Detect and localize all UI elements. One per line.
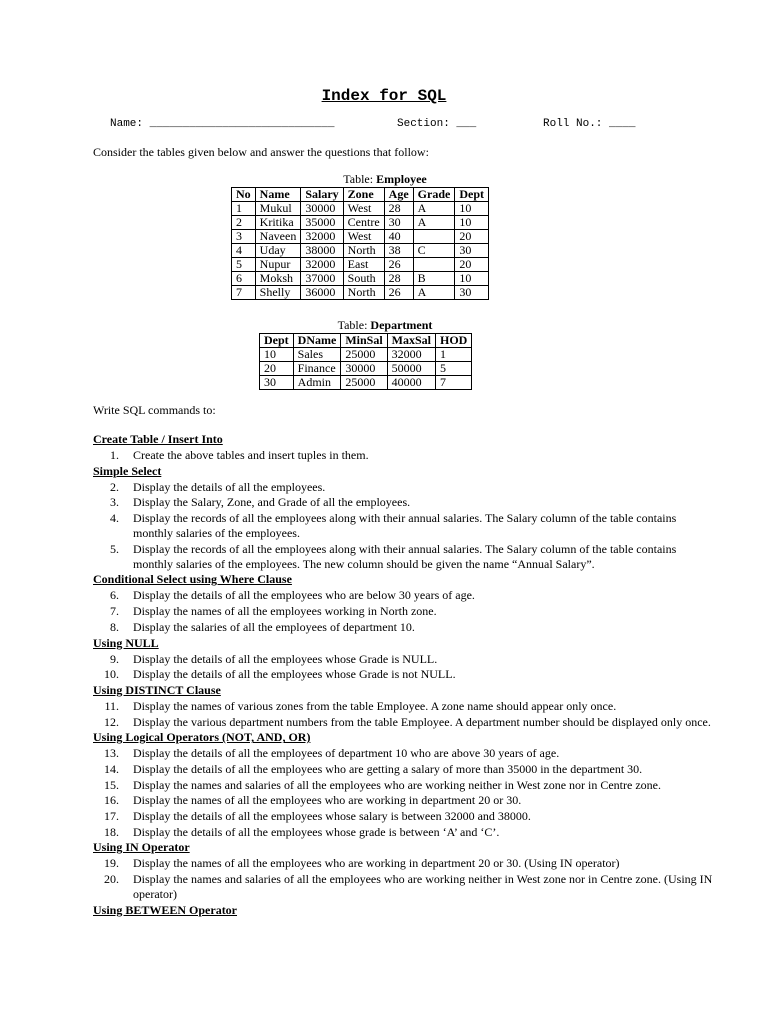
- table-cell: Finance: [293, 362, 341, 376]
- table-cell: A: [413, 202, 455, 216]
- question-number: 20.: [104, 872, 119, 887]
- section-heading: Using Logical Operators (NOT, AND, OR): [93, 730, 311, 745]
- question-text: Display the details of all the employees whose Grade is NULL.: [133, 651, 438, 666]
- table-cell: [413, 258, 455, 272]
- question-text: Display the salaries of all the employees of department 10.: [133, 619, 415, 634]
- table-cell: 10: [455, 272, 489, 286]
- question-item: [93, 448, 713, 463]
- table-row: [232, 286, 489, 300]
- question-item: [93, 715, 713, 730]
- column-header: Age: [384, 188, 413, 202]
- table-cell: 7: [232, 286, 256, 300]
- table-row: [260, 362, 472, 376]
- table-cell: [413, 230, 455, 244]
- table-cell: Shelly: [255, 286, 301, 300]
- question-number: 6.: [110, 588, 119, 603]
- question-list: [93, 432, 713, 919]
- question-number: 17.: [104, 809, 119, 823]
- table-cell: Naveen: [255, 230, 301, 244]
- question-item: [93, 495, 713, 510]
- table-cell: North: [343, 286, 384, 300]
- question-number: 12.: [104, 714, 119, 729]
- column-header: Dept: [260, 334, 294, 348]
- column-header: Zone: [343, 188, 384, 202]
- question-text: Display the various department numbers from the table Employee. A department number should be displayed only once.: [133, 714, 711, 729]
- question-text: Display the records of all the employees along with their annual salaries. The Salary column of the table contains monthly salaries of the employees.: [133, 511, 677, 541]
- section-heading: Using DISTINCT Clause: [93, 682, 221, 697]
- table-cell: 26: [384, 286, 413, 300]
- question-item: [93, 856, 713, 871]
- question-text: Display the names of all the employees who are working in department 20 or 30. (Using IN operator): [133, 856, 620, 871]
- table-cell: 36000: [301, 286, 343, 300]
- question-item: [93, 793, 713, 808]
- question-number: 9.: [110, 651, 119, 666]
- instructions-label: Write SQL commands to:: [93, 403, 216, 417]
- table-cell: 28: [384, 202, 413, 216]
- question-item: [93, 872, 713, 902]
- column-header: Name: [255, 188, 301, 202]
- question-item: [93, 652, 713, 667]
- question-item: [93, 825, 713, 840]
- question-text: Display the details of all the employees who are getting a salary of more than 35000 in the department 30.: [133, 761, 643, 776]
- column-header: MinSal: [341, 334, 387, 348]
- question-number: 19.: [104, 856, 119, 871]
- question-item: [93, 699, 713, 714]
- question-number: 4.: [110, 511, 119, 526]
- section-heading: Using NULL: [93, 635, 159, 650]
- table-cell: 2: [232, 216, 256, 230]
- table-cell: B: [413, 272, 455, 286]
- table-cell: C: [413, 244, 455, 258]
- table-cell: 50000: [387, 362, 435, 376]
- question-text: Display the details of all the employees whose grade is between ‘A’ and ‘C’.: [133, 824, 500, 839]
- department-table: [259, 333, 472, 390]
- question-text: Display the details of all the employees whose salary is between 32000 and 38000.: [133, 809, 531, 823]
- question-text: Display the details of all the employees who are below 30 years of age.: [133, 588, 475, 603]
- table-cell: 40000: [387, 376, 435, 390]
- table-cell: 5: [436, 362, 472, 376]
- table-cell: 30000: [301, 202, 343, 216]
- table-cell: 10: [455, 202, 489, 216]
- employee-table-caption: [230, 172, 540, 187]
- question-text: Display the details of all the employees.: [133, 479, 326, 494]
- question-text: Display the details of all the employees whose Grade is not NULL.: [133, 667, 456, 682]
- question-text: Display the names and salaries of all the employees who are working neither in West zone nor in Centre zone. (Using IN operator): [133, 872, 713, 902]
- question-number: 18.: [104, 824, 119, 839]
- question-text: Create the above tables and insert tuples in them.: [133, 448, 369, 462]
- caption-table-name: Department: [370, 318, 433, 332]
- table-cell: A: [413, 216, 455, 230]
- question-number: 11.: [104, 698, 119, 713]
- table-cell: A: [413, 286, 455, 300]
- column-header: MaxSal: [387, 334, 435, 348]
- column-header: Salary: [301, 188, 343, 202]
- table-cell: 25000: [341, 348, 387, 362]
- column-header: DName: [293, 334, 341, 348]
- table-row: [260, 376, 472, 390]
- table-cell: 3: [232, 230, 256, 244]
- question-text: Display the records of all the employees along with their annual salaries. The Salary column of the table contains monthly salaries of the employees. The new column should be given the name “Annual Salary”.: [133, 541, 677, 571]
- column-header: Grade: [413, 188, 455, 202]
- caption-prefix: Table:: [337, 318, 371, 332]
- table-cell: 35000: [301, 216, 343, 230]
- question-number: 10.: [104, 667, 119, 682]
- table-cell: West: [343, 202, 384, 216]
- table-cell: 20: [455, 230, 489, 244]
- section-heading: Using BETWEEN Operator: [93, 902, 238, 917]
- table-cell: Mukul: [255, 202, 301, 216]
- table-cell: Centre: [343, 216, 384, 230]
- table-row: [232, 202, 489, 216]
- roll-number-field-label: Roll No.: ____: [543, 118, 636, 130]
- table-row: [232, 244, 489, 258]
- table-cell: 28: [384, 272, 413, 286]
- question-item: [93, 762, 713, 777]
- question-number: 3.: [110, 495, 119, 510]
- table-cell: 5: [232, 258, 256, 272]
- table-cell: 7: [436, 376, 472, 390]
- intro-text: Consider the tables given below and answer the questions that follow:: [93, 145, 429, 159]
- question-item: [93, 511, 713, 541]
- question-number: 14.: [104, 761, 119, 776]
- table-cell: 30: [260, 376, 294, 390]
- question-item: [93, 542, 713, 572]
- question-text: Display the names of various zones from the table Employee. A zone name should appear only once.: [133, 698, 617, 713]
- question-text: Display the names of all the employees who are working in department 20 or 30.: [133, 793, 522, 808]
- table-header-row: [232, 188, 489, 202]
- table-row: [260, 348, 472, 362]
- table-cell: 10: [455, 216, 489, 230]
- table-cell: Moksh: [255, 272, 301, 286]
- table-row: [232, 216, 489, 230]
- table-cell: 20: [260, 362, 294, 376]
- table-cell: 26: [384, 258, 413, 272]
- table-cell: 38000: [301, 244, 343, 258]
- question-number: 15.: [104, 777, 119, 792]
- table-cell: Admin: [293, 376, 341, 390]
- table-row: [232, 272, 489, 286]
- question-item: [93, 746, 713, 761]
- question-text: Display the details of all the employees of department 10 who are above 30 years of age.: [133, 746, 560, 761]
- table-cell: 38: [384, 244, 413, 258]
- table-cell: 1: [436, 348, 472, 362]
- question-item: [93, 620, 713, 635]
- table-cell: 32000: [301, 230, 343, 244]
- caption-prefix: Table:: [343, 172, 377, 186]
- table-cell: Kritika: [255, 216, 301, 230]
- table-cell: North: [343, 244, 384, 258]
- table-cell: 37000: [301, 272, 343, 286]
- table-cell: West: [343, 230, 384, 244]
- table-cell: 32000: [301, 258, 343, 272]
- table-header-row: [260, 334, 472, 348]
- column-header: No: [232, 188, 256, 202]
- department-table-caption: [230, 318, 540, 333]
- table-cell: 6: [232, 272, 256, 286]
- table-cell: 25000: [341, 376, 387, 390]
- table-cell: 40: [384, 230, 413, 244]
- table-row: [232, 230, 489, 244]
- table-cell: East: [343, 258, 384, 272]
- page-title: Index for SQL: [321, 87, 447, 105]
- question-number: 1.: [110, 448, 119, 462]
- table-cell: Nupur: [255, 258, 301, 272]
- name-field-label: Name: ____________________________: [110, 118, 335, 130]
- section-heading: Simple Select: [93, 463, 162, 478]
- question-number: 8.: [110, 619, 119, 634]
- question-text: Display the names of all the employees working in North zone.: [133, 604, 437, 619]
- question-item: [93, 667, 713, 682]
- question-text: Display the names and salaries of all the employees who are working neither in West zone nor in Centre zone.: [133, 777, 661, 792]
- table-cell: 30000: [341, 362, 387, 376]
- table-cell: 1: [232, 202, 256, 216]
- question-item: [93, 480, 713, 495]
- table-cell: 10: [260, 348, 294, 362]
- table-cell: 30: [384, 216, 413, 230]
- table-cell: South: [343, 272, 384, 286]
- table-cell: 4: [232, 244, 256, 258]
- table-cell: 30: [455, 286, 489, 300]
- section-heading: Conditional Select using Where Clause: [93, 572, 292, 587]
- question-text: Display the Salary, Zone, and Grade of all the employees.: [133, 495, 411, 510]
- question-number: 7.: [110, 604, 119, 619]
- caption-table-name: Employee: [376, 172, 427, 186]
- question-item: [93, 809, 713, 824]
- column-header: Dept: [455, 188, 489, 202]
- table-cell: 32000: [387, 348, 435, 362]
- column-header: HOD: [436, 334, 472, 348]
- question-number: 5.: [110, 541, 119, 556]
- table-cell: Sales: [293, 348, 341, 362]
- employee-table: [231, 187, 489, 300]
- table-cell: 20: [455, 258, 489, 272]
- question-item: [93, 604, 713, 619]
- question-item: [93, 588, 713, 603]
- question-number: 16.: [104, 793, 119, 808]
- question-item: [93, 778, 713, 793]
- table-cell: 30: [455, 244, 489, 258]
- section-field-label: Section: ___: [397, 118, 477, 130]
- section-heading: Using IN Operator: [93, 840, 190, 855]
- question-number: 13.: [104, 746, 119, 761]
- question-number: 2.: [110, 479, 119, 494]
- table-cell: Uday: [255, 244, 301, 258]
- table-row: [232, 258, 489, 272]
- section-heading: Create Table / Insert Into: [93, 432, 223, 446]
